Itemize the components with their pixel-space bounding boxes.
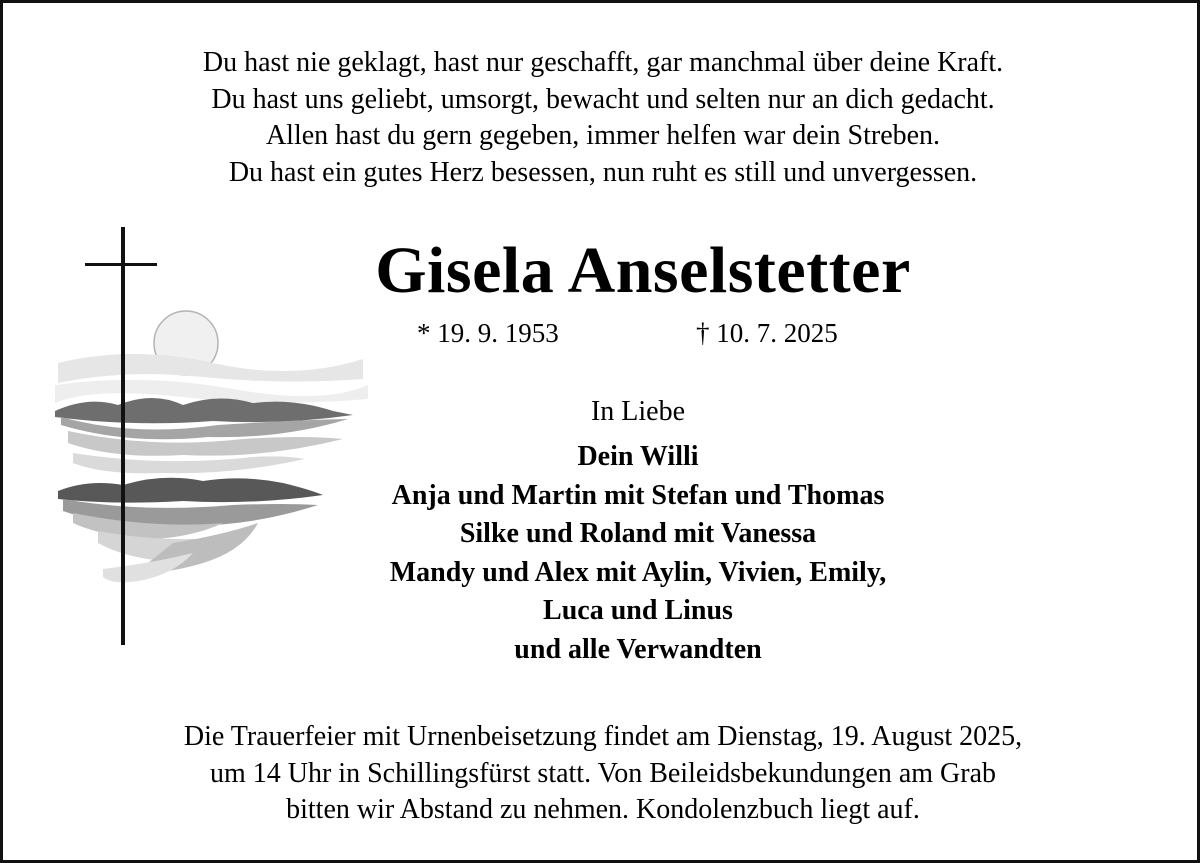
notice-line: bitten wir Abstand zu nehmen. Kondolenzbuch liegt auf. [286,794,920,825]
poem-line: Allen hast du gern gegeben, immer helfen war dein Streben. [265,120,941,151]
mourner-line: und alle Verwandten [514,633,762,665]
notice-line: Die Trauerfeier mit Urnenbeisetzung findet am Dienstag, 19. August 2025, [183,721,1023,752]
deceased-name: Gisela Anselstetter [375,234,911,307]
poem-line: Du hast nie geklagt, hast nur geschafft, gar manchmal über deine Kraft. [202,47,1004,78]
mourner-line: Dein Willi [577,441,699,472]
poem-line: Du hast ein gutes Herz besessen, nun ruht es still und unvergessen. [228,156,978,188]
mourners-intro: In Liebe [590,396,686,427]
notice-line: um 14 Uhr in Schillingsfürst statt. Von Beileidsbekundungen am Grab [209,757,996,789]
birth-date: * 19. 9. 1953 [417,318,559,348]
mourners-list [288,438,988,670]
death-date: † 10. 7. 2025 [696,318,838,348]
poem [3,45,1200,191]
poem-line: Du hast uns geliebt, umsorgt, bewacht und selten nur an dich gedacht. [211,83,995,115]
mourner-line: Mandy und Alex mit Aylin, Vivien, Emily, [389,556,887,588]
funeral-notice [3,719,1200,829]
mourner-line: Silke und Roland mit Vanessa [459,518,817,550]
mourner-line: Luca und Linus [543,595,733,627]
mourner-line: Anja und Martin mit Stefan und Thomas [391,479,885,511]
